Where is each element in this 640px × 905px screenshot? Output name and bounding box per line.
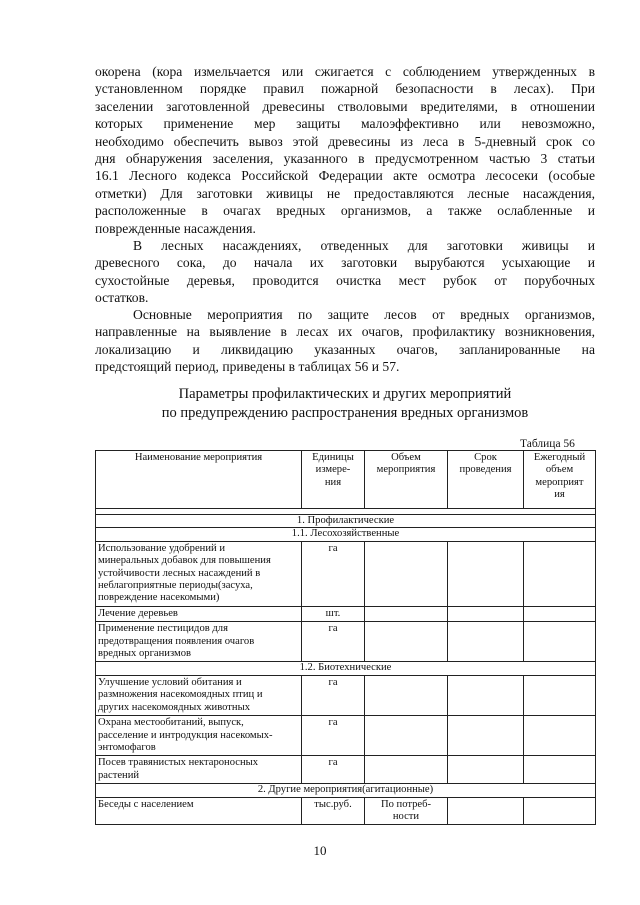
- page-number: 10: [313, 843, 327, 858]
- row-annual: [524, 541, 596, 606]
- row-volume: [365, 716, 448, 756]
- table-row: [96, 541, 596, 606]
- row-name: Посев травянистых нектароносных растений: [96, 756, 302, 784]
- section-title: 1. Профилактические: [96, 515, 596, 528]
- row-annual: [524, 797, 596, 825]
- header-annual: Ежегодный объем мероприят ия: [524, 451, 596, 509]
- section-title: 2. Другие мероприятия(агитационные): [96, 784, 596, 797]
- row-name: Беседы с населением: [96, 797, 302, 825]
- paragraph-1: [95, 63, 595, 237]
- text-line: сухостойные деревья, проводится очистка мест рубок от порубочных: [95, 272, 595, 288]
- table-row: [96, 756, 596, 784]
- row-term: [448, 716, 524, 756]
- table-heading: [95, 385, 595, 423]
- row-unit: тыс.руб.: [302, 797, 365, 825]
- text-line: окорена (кора измельчается или сжигается с соблюдением утвержденных в: [95, 64, 595, 79]
- text-line: установленном порядке правил пожарной безопасности в лесах). При: [95, 81, 595, 97]
- section-row: [96, 528, 596, 541]
- row-term: [448, 797, 524, 825]
- paragraph-2: [95, 237, 595, 307]
- row-annual: [524, 622, 596, 662]
- row-name: Применение пестицидов для предотвращения появления очагов вредных организмов: [96, 622, 302, 662]
- measures-table: [95, 450, 596, 825]
- table-row: [96, 675, 596, 715]
- table-row: [96, 716, 596, 756]
- row-unit: га: [302, 675, 365, 715]
- section-row: [96, 515, 596, 528]
- section-row: [96, 784, 596, 797]
- text-line: которых применение мер защиты малоэффективно или невозможно,: [95, 116, 595, 132]
- row-unit: га: [302, 716, 365, 756]
- row-volume: [365, 606, 448, 621]
- text-line: Основные мероприятия по защите лесов от вредных организмов,: [133, 307, 595, 322]
- row-unit: га: [302, 622, 365, 662]
- row-term: [448, 756, 524, 784]
- row-annual: [524, 606, 596, 621]
- table-row: [96, 606, 596, 621]
- paragraph-3: [95, 306, 595, 376]
- row-annual: [524, 716, 596, 756]
- table-row: [96, 622, 596, 662]
- text-line: поврежденные насаждения.: [95, 220, 256, 236]
- row-name: Улучшение условий обитания и размножения насекомоядных птиц и других насекомоядных животных: [96, 675, 302, 715]
- row-annual: [524, 756, 596, 784]
- text-line: древесного сока, до начала их заготовки вырубаются усыхающие и: [95, 255, 595, 271]
- row-term: [448, 622, 524, 662]
- table-header-row: [96, 451, 596, 509]
- text-line: расположенные в очагах вредных организмов, а также ослабленные и: [95, 203, 595, 219]
- row-volume: [365, 622, 448, 662]
- header-unit: Единицы измере- ния: [302, 451, 365, 509]
- row-name: Использование удобрений и минеральных добавок для повышения устойчивости лесных насаждений в неблагоприятные периоды(засуха, повреждение насекомыми): [96, 541, 302, 606]
- row-name: Лечение деревьев: [96, 606, 302, 621]
- row-term: [448, 675, 524, 715]
- text-line: В лесных насаждениях, отведенных для заготовки живицы и: [133, 238, 595, 253]
- section-title: 1.1. Лесохозяйственные: [96, 528, 596, 541]
- table-heading-line: Параметры профилактических и других мероприятий: [178, 386, 512, 402]
- row-term: [448, 541, 524, 606]
- row-volume: [365, 756, 448, 784]
- row-annual: [524, 675, 596, 715]
- header-volume: Объем мероприятия: [365, 451, 448, 509]
- row-unit: га: [302, 756, 365, 784]
- row-unit: шт.: [302, 606, 365, 621]
- row-volume: [365, 541, 448, 606]
- section-row: [96, 662, 596, 675]
- table-row: [96, 797, 596, 825]
- text-line: предстоящий период, приведены в таблицах 56 и 57.: [95, 359, 400, 375]
- table-heading-line: по предупреждению распространения вредных организмов: [161, 405, 529, 421]
- text-line: отметки) Для заготовки живицы не предоставляются лесные насаждения,: [95, 185, 595, 201]
- row-term: [448, 606, 524, 621]
- text-line: направленные на выявление в лесах их очагов, профилактику возникновения,: [95, 324, 595, 340]
- header-term: Срок проведения: [448, 451, 524, 509]
- text-line: локализацию и ликвидацию указанных очагов, запланированные на: [95, 341, 595, 357]
- text-line: остатков.: [95, 290, 149, 306]
- row-name: Охрана местообитаний, выпуск, расселение и интродукция насекомых- энтомофагов: [96, 716, 302, 756]
- row-volume: [365, 675, 448, 715]
- section-title: 1.2. Биотехнические: [96, 662, 596, 675]
- text-line: дня обнаружения заселения, указанного в предусмотренном частью 3 статьи: [95, 151, 595, 167]
- text-line: заселении заготовленной древесины стволовыми вредителями, в отношении: [95, 98, 595, 114]
- row-unit: га: [302, 541, 365, 606]
- text-line: 16.1 Лесного кодекса Российской Федерации акте осмотра лесосеки (особые: [95, 168, 595, 184]
- row-volume: По потреб- ности: [365, 797, 448, 825]
- text-line: необходимо обеспечить вывоз этой древесины из леса в 5-дневный срок со: [95, 133, 595, 149]
- table-label: Таблица 56: [520, 438, 575, 450]
- header-name: Наименование мероприятия: [96, 451, 302, 509]
